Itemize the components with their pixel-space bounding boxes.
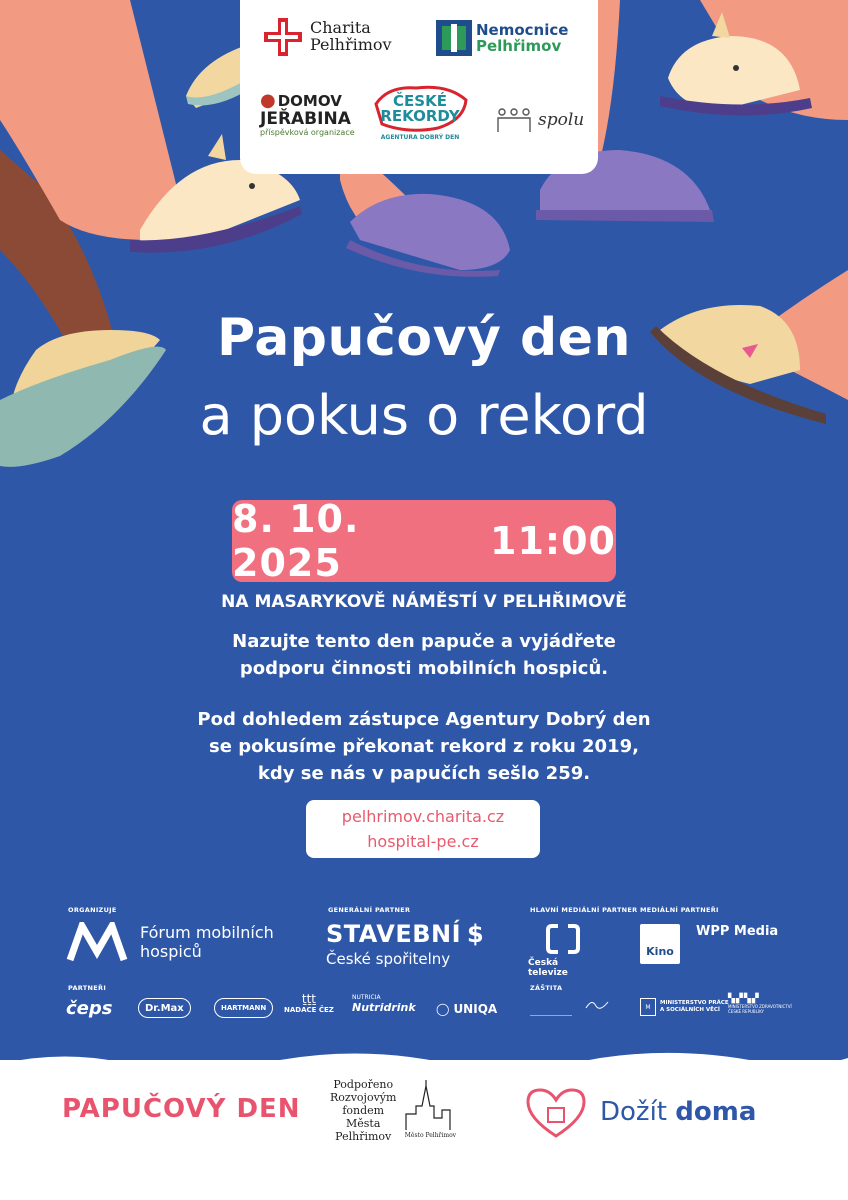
doma-word: doma: [675, 1097, 757, 1127]
heart-icon: [524, 1086, 588, 1138]
mpsv-logo: [640, 998, 729, 1016]
label-zastita: ZÁŠTITA: [530, 984, 563, 992]
mz-line2: ČESKÉ REPUBLIKY: [728, 1009, 765, 1014]
dozit-doma-logo: [524, 1086, 756, 1138]
forum-hospicu-logo: [66, 922, 274, 962]
charita-cross-icon: [262, 16, 304, 58]
forum-m-icon: [66, 922, 128, 962]
podporeno-line4: Města: [346, 1117, 381, 1130]
label-partneri: PARTNEŘI: [68, 984, 107, 992]
link-charita[interactable]: pelhrimov.charita.cz: [341, 807, 505, 826]
podporeno-block: [330, 1078, 458, 1143]
ct-text: Česká televize: [528, 958, 568, 978]
nemocnice-line2: Pelhřimov: [476, 37, 562, 55]
kino-logo: [640, 924, 680, 964]
p2-line3: kdy se nás v papučích sešlo 259.: [257, 763, 591, 784]
uniqa-logo: [436, 1002, 497, 1016]
zastita-signature-2: [584, 996, 610, 1014]
dollar-s-icon: $: [467, 920, 484, 948]
forum-line1: Fórum mobilních: [140, 923, 274, 942]
wpp-media-logo: WPP Media: [696, 924, 779, 939]
rekordy-line3: AGENTURA DOBRÝ DEN: [380, 133, 460, 141]
uniqa-icon: ◯: [436, 1002, 450, 1016]
people-icon: [494, 106, 534, 134]
nemocnice-icon: [436, 20, 472, 56]
charita-line1: Charita: [310, 18, 371, 38]
berry-icon: ●: [260, 90, 276, 111]
nadace-text: NADACE ČEZ: [284, 1006, 334, 1014]
drmax-logo: Dr.Max: [138, 998, 191, 1018]
domov-line3: příspěvková organizace: [260, 128, 355, 137]
mpsv-icon: M: [640, 998, 656, 1016]
nadace-cez-logo: [284, 992, 334, 1014]
spolu-text: spolu: [538, 110, 585, 130]
label-general-partner: GENERÁLNÍ PARTNER: [328, 906, 411, 914]
podporeno-line5: Pelhřimov: [335, 1130, 392, 1143]
mz-line1: MINISTERSTVO ZDRAVOTNICTVÍ: [728, 1004, 792, 1009]
ceska-televize-logo: [528, 924, 598, 978]
paragraph-2: [0, 706, 848, 787]
p2-line2: se pokusíme překonat rekord z roku 2019,: [209, 736, 639, 757]
p1-line1: Nazujte tento den papuče a vyjádřete: [232, 631, 616, 652]
cez-icon: ṯṯṯ: [301, 992, 316, 1006]
nutricia-line2: Nutridrink: [352, 1001, 416, 1014]
title-line-1: Papučový den: [216, 308, 631, 368]
podporeno-line3: fondem: [342, 1104, 385, 1117]
footer: [0, 1040, 848, 1200]
podporeno-line1: Podpořeno: [333, 1078, 394, 1091]
uniqa-text: UNIQA: [453, 1002, 498, 1016]
dozit-word: Dožít: [600, 1097, 667, 1127]
stavebni-sporitelna-logo: [326, 920, 484, 968]
domov-jerabina-logo: [260, 90, 355, 137]
charita-line2: Pelhřimov: [310, 35, 392, 54]
hartmann-logo: HARTMANN: [214, 998, 273, 1018]
mz-icon: ▚▞▚▞: [728, 994, 760, 1004]
p2-line1: Pod dohledem zástupce Agentury Dobrý den: [197, 709, 651, 730]
papucovy-den-logo: PAPUČOVÝ DEN: [62, 1094, 301, 1124]
nutricia-line1: NUTRICIA: [352, 994, 381, 1001]
rekordy-line1: ČESKÉ: [393, 91, 447, 110]
mpsv-line1: MINISTERSTVO PRÁCE: [660, 1000, 729, 1006]
stavebni-line2: České spořitelny: [326, 950, 451, 968]
rekordy-line2: REKORDY: [380, 106, 460, 125]
event-date: 8. 10. 2025: [232, 497, 360, 585]
ceps-logo: čeps: [66, 998, 113, 1019]
ceske-rekordy-logo: [368, 80, 472, 154]
p1-line2: podporu činnosti mobilních hospiců.: [239, 658, 609, 679]
ct-icon: [546, 924, 580, 954]
paragraph-1: [0, 628, 848, 682]
sponsor-logo-panel: [240, 0, 598, 174]
forum-line2: hospiců: [140, 942, 202, 961]
domov-line2: JEŘABINA: [260, 109, 351, 129]
zastita-signature-1: [530, 998, 572, 1016]
signature-icon: [584, 996, 610, 1014]
nutricia-logo: [352, 994, 416, 1014]
mesto-text: Město Pelhřimov: [404, 1132, 457, 1139]
spolu-logo: [494, 106, 584, 134]
mpsv-line2: A SOCIÁLNÍCH VĚCÍ: [660, 1007, 720, 1013]
kino-text: Kino: [646, 944, 674, 958]
domov-line1: DOMOV: [277, 91, 342, 110]
label-media: MEDIÁLNÍ PARTNEŘI: [640, 906, 719, 914]
charita-logo: [262, 16, 392, 58]
event-place: NA MASARYKOVĚ NÁMĚSTÍ V PELHŘIMOVĚ: [221, 592, 627, 612]
event-time: 11:00: [490, 519, 616, 563]
nemocnice-logo: [436, 20, 568, 56]
date-time-badge: [232, 497, 616, 585]
title-line-2: a pokus o rekord: [199, 384, 649, 447]
link-hospital[interactable]: hospital-pe.cz: [367, 832, 479, 851]
label-media-main: HLAVNÍ MEDIÁLNÍ PARTNER: [530, 906, 638, 914]
website-links: [306, 800, 540, 858]
town-skyline-icon: [402, 1078, 458, 1132]
stavebni-line1: STAVEBNÍ: [326, 920, 462, 948]
nemocnice-line1: Nemocnice: [476, 20, 569, 39]
label-organizuje: ORGANIZUJE: [68, 906, 117, 914]
podporeno-line2: Rozvojovým: [330, 1091, 397, 1104]
leg-unicorn-right: [660, 0, 848, 120]
mz-logo: [728, 994, 792, 1014]
